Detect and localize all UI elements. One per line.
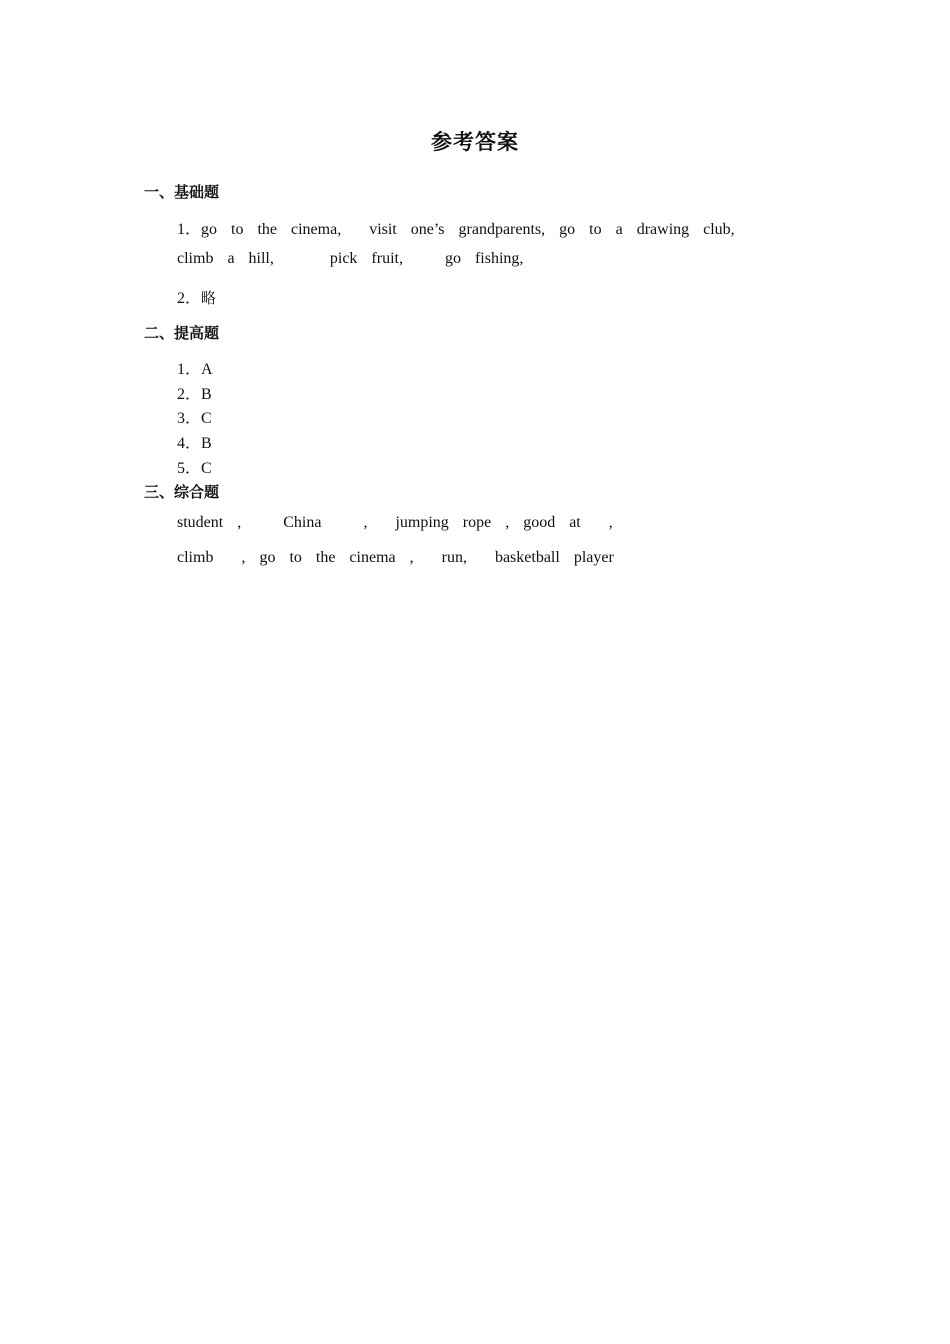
section-heading-advanced: 二、提高题 bbox=[144, 324, 220, 342]
answer-line: student , China , jumping rope , good at , bbox=[177, 514, 613, 531]
answer-item: 3．C bbox=[177, 410, 212, 427]
answer-item: 2．B bbox=[177, 386, 212, 403]
answer-item: 5．C bbox=[177, 460, 212, 477]
answer-line: 1．go to the cinema, visit one’s grandparents, go to a drawing club, bbox=[177, 221, 735, 238]
answer-item: 1．A bbox=[177, 361, 213, 378]
page-title: 参考答案 bbox=[431, 130, 519, 154]
answer-item: 4．B bbox=[177, 435, 212, 452]
answer-text: 略 bbox=[201, 289, 217, 307]
answer-line bbox=[177, 285, 216, 308]
section-heading-basic: 一、基础题 bbox=[144, 183, 220, 201]
answer-number: 2． bbox=[177, 290, 202, 307]
answer-line: climb a hill, pick fruit, go fishing, bbox=[177, 250, 524, 267]
section-heading-comprehensive: 三、综合题 bbox=[144, 483, 220, 501]
answer-line: climb , go to the cinema , run, basketball player bbox=[177, 549, 614, 566]
